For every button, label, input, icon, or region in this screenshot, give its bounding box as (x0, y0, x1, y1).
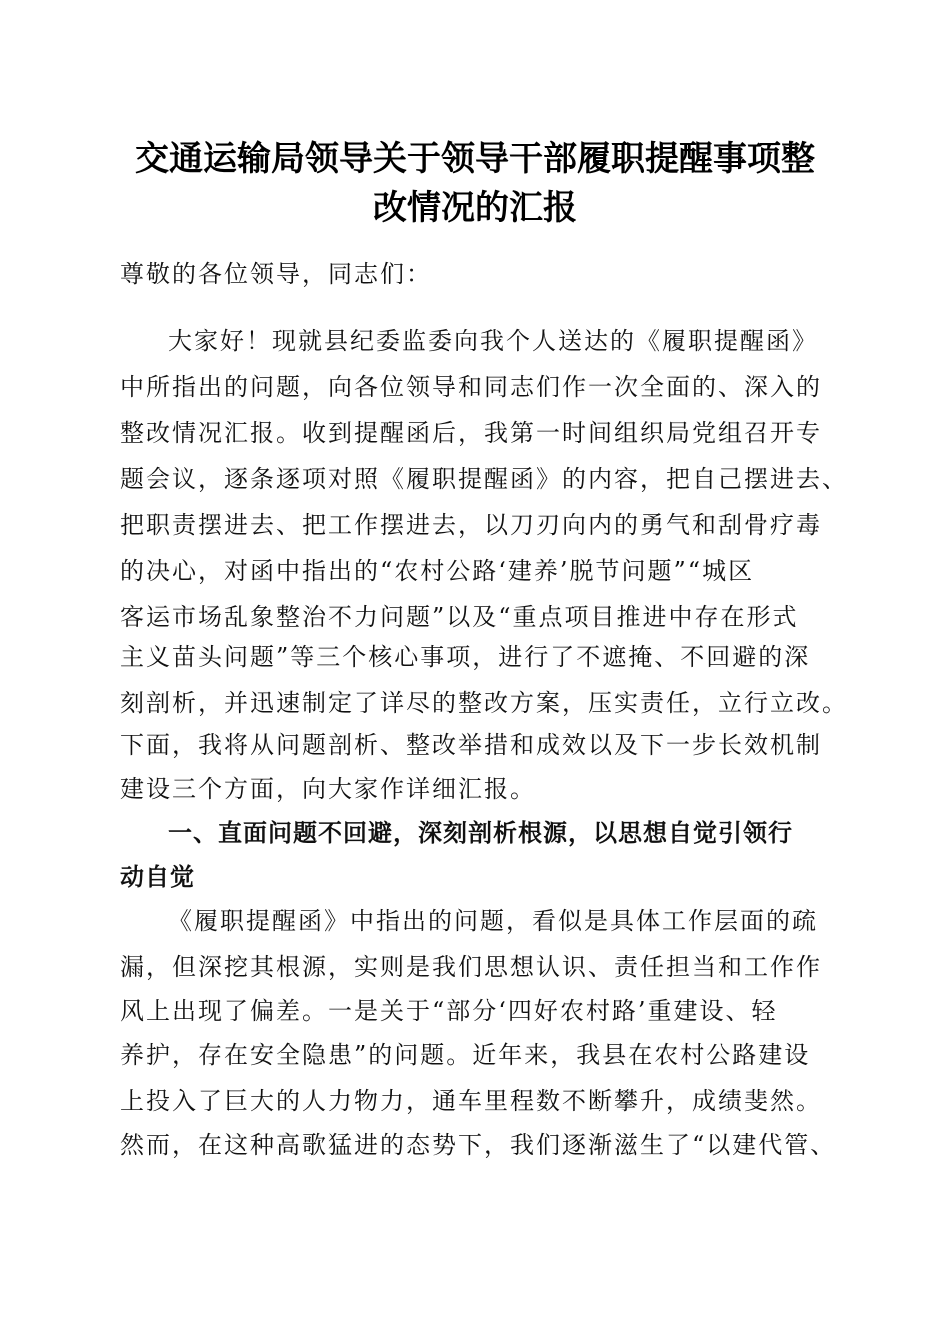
document-title-line-1: 交通运输局领导关于领导干部履职提醒事项整 (135, 139, 815, 179)
paragraph-2-line: 然而，在这种高歌猛进的态势下，我们逐渐滋生了“以建代管、 (120, 1131, 837, 1159)
paragraph-1-line: 主义苗头问题”等三个核心事项，进行了不遮掩、不回避的深 (120, 643, 811, 671)
paragraph-1-line: 大家好！现就县纪委监委向我个人送达的《履职提醒函》 (168, 327, 818, 355)
paragraph-1-line: 刻剖析，并迅速制定了详尽的整改方案，压实责任，立行立改。 (120, 689, 848, 717)
paragraph-2-line: 风上出现了偏差。一是关于“部分‘四好农村路’重建设、轻 (120, 997, 778, 1025)
paragraph-1-line: 把职责摆进去、把工作摆进去，以刀刃向内的勇气和刮骨疗毒 (120, 511, 822, 539)
paragraph-1-line: 下面，我将从问题剖析、整改举措和成效以及下一步长效机制 (120, 731, 822, 759)
paragraph-2-line: 养护，存在安全隐患”的问题。近年来，我县在农村公路建设 (120, 1041, 811, 1069)
paragraph-2-line: 漏，但深挖其根源，实则是我们思想认识、责任担当和工作作 (120, 953, 822, 981)
paragraph-2-line: 《履职提醒函》中指出的问题，看似是具体工作层面的疏 (168, 907, 818, 935)
salutation: 尊敬的各位领导，同志们： (120, 260, 432, 288)
paragraph-1-line: 整改情况汇报。收到提醒函后，我第一时间组织局党组召开专 (120, 419, 822, 447)
paragraph-1-line: 的决心，对函中指出的“农村公路‘建养’脱节问题”“城区 (120, 557, 755, 585)
paragraph-1-line: 客运市场乱象整治不力问题”以及“重点项目推进中存在形式 (120, 603, 799, 631)
section-heading-1-line-2: 动自觉 (120, 863, 195, 891)
section-heading-1-line-1: 一、直面问题不回避，深刻剖析根源，以思想自觉引领行 (168, 819, 793, 847)
paragraph-1-line: 中所指出的问题，向各位领导和同志们作一次全面的、深入的 (120, 373, 822, 401)
paragraph-1-line: 题会议，逐条逐项对照《履职提醒函》的内容，把自己摆进去、 (120, 465, 848, 493)
paragraph-2-line: 上投入了巨大的人力物力，通车里程数不断攀升，成绩斐然。 (120, 1087, 822, 1115)
document-title-line-2: 改情况的汇报 (373, 188, 577, 228)
paragraph-1-line: 建设三个方面，向大家作详细汇报。 (120, 775, 536, 803)
